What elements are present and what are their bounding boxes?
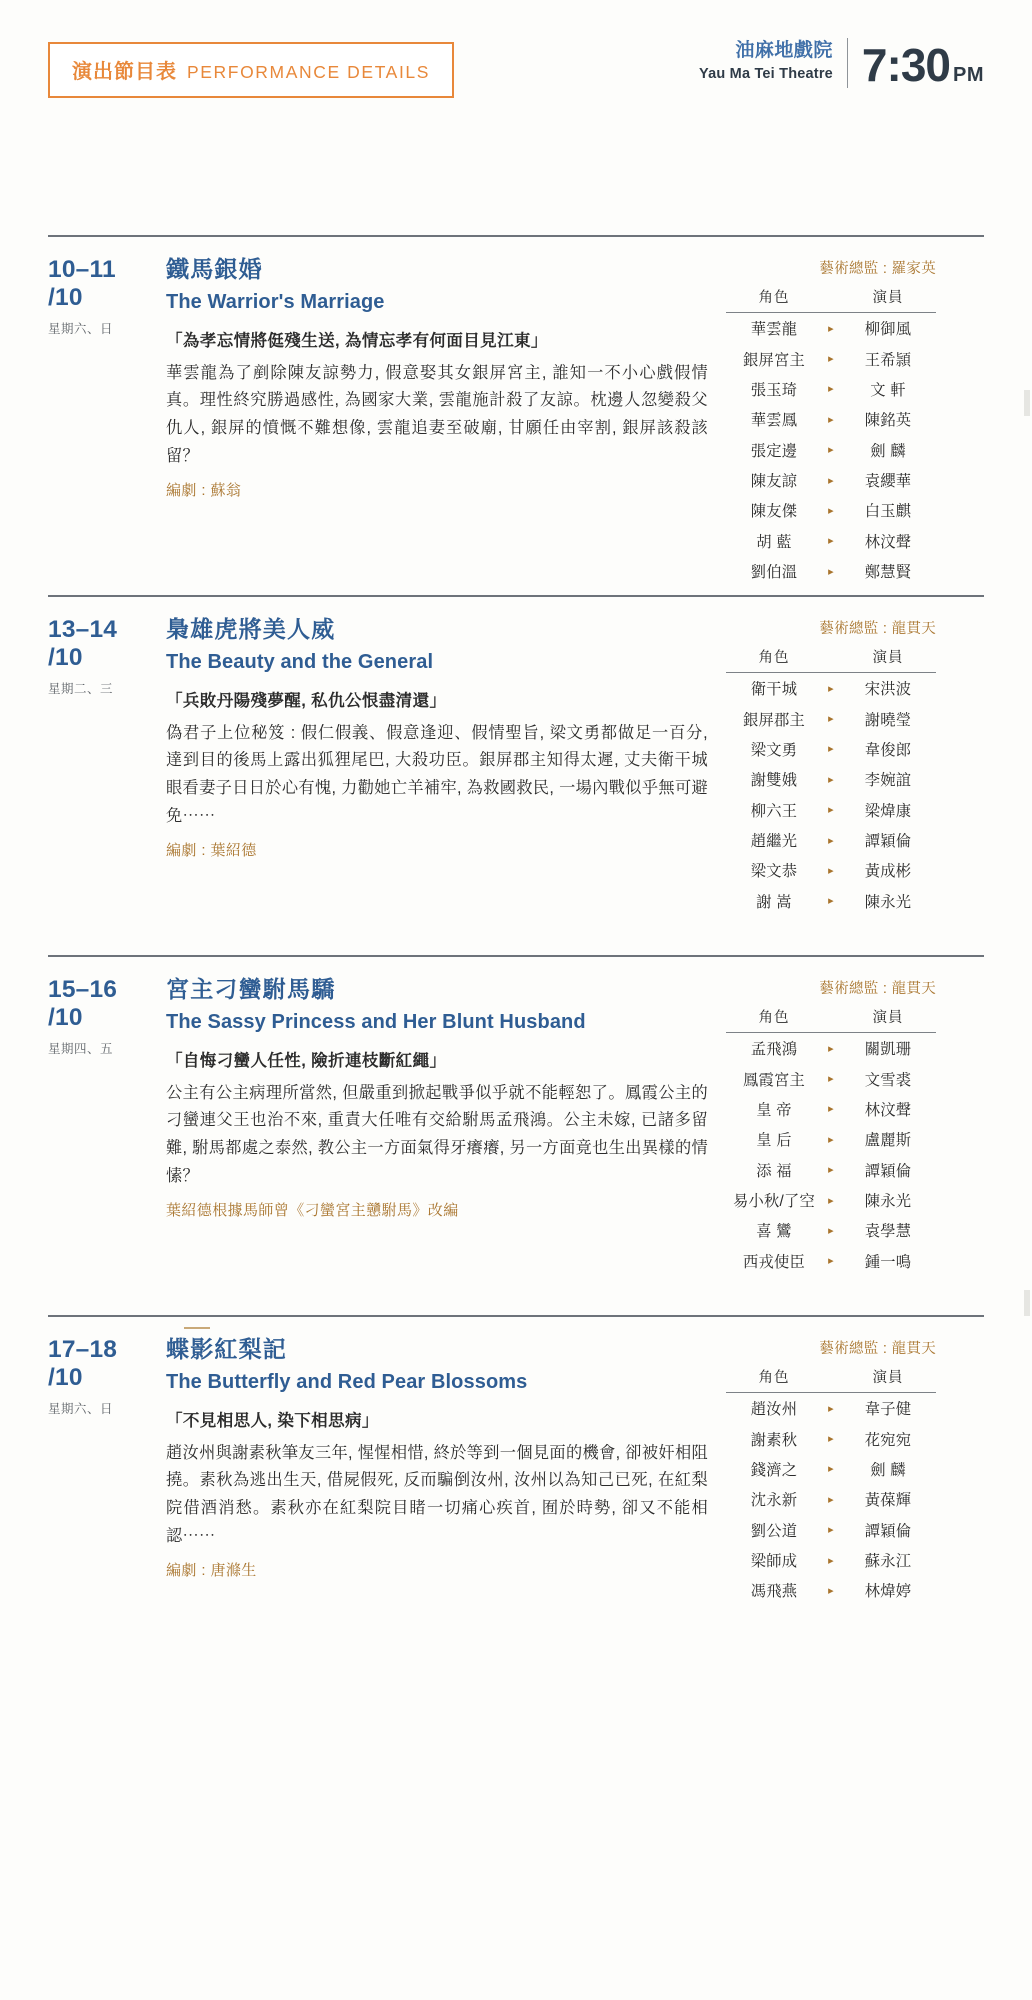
cast-bullet-icon: ▸	[828, 1073, 834, 1086]
table-row	[726, 1423, 936, 1453]
art-director: 藝術總監 : 龍貫天	[819, 1341, 936, 1357]
cast-bullet-icon: ▸	[828, 504, 834, 517]
showtime-meridiem: PM	[953, 63, 984, 86]
show-adaptation-note: 葉紹德根據馬師曾《刁蠻宮主戇駙馬》改編	[166, 1201, 459, 1219]
table-row	[726, 703, 936, 733]
cast-actor: 譚穎倫	[864, 1162, 912, 1180]
cast-bullet-icon: ▸	[828, 413, 834, 426]
show-writer: 編劇 : 葉紹德	[166, 841, 257, 859]
cast-role: 劉公道	[750, 1522, 798, 1540]
cast-role: 胡 藍	[756, 533, 792, 551]
venue-and-time	[699, 38, 984, 91]
show-title-zh: 宮主刁蠻駙馬驕	[166, 976, 336, 1002]
cast-role: 馮飛燕	[750, 1583, 798, 1601]
show-date-month: /10	[48, 283, 83, 311]
cast-role: 添 福	[756, 1162, 792, 1180]
table-row	[726, 1246, 936, 1276]
show-tagline: 「為孝忘情將侹殘生送, 為情忘孝有何面目見江東」	[166, 331, 548, 350]
cast-bullet-icon: ▸	[828, 1584, 834, 1597]
show-writer: 編劇 : 唐滌生	[166, 1561, 257, 1579]
table-row	[726, 1484, 936, 1514]
table-row	[726, 435, 936, 465]
show-date-days: 13–14	[48, 616, 118, 643]
cast-table-header-row	[726, 1006, 936, 1033]
showtime-value: 7:30	[861, 38, 950, 91]
cast-bullet-icon: ▸	[828, 804, 834, 817]
cast-bullet-icon: ▸	[828, 444, 834, 457]
cast-header-role: 角色	[726, 1006, 822, 1033]
cast-table-header-row	[726, 286, 936, 313]
table-row	[726, 526, 936, 556]
cast-role: 錢濟之	[750, 1461, 798, 1479]
show-date-month: /10	[48, 1003, 83, 1031]
table-row	[726, 673, 936, 704]
cast-actor: 韋子健	[864, 1401, 912, 1419]
table-row	[726, 1185, 936, 1215]
table-row	[726, 465, 936, 495]
scan-edge-mark	[1024, 390, 1030, 416]
show-entry	[48, 955, 984, 1315]
cast-actor: 蘇永江	[864, 1553, 912, 1571]
cast-header-separator	[822, 1006, 840, 1033]
table-row	[726, 886, 936, 916]
show-title-zh: 梟雄虎將美人威	[166, 616, 336, 642]
cast-actor: 李婉誼	[864, 772, 912, 790]
cast-bullet-icon: ▸	[828, 713, 834, 726]
cast-bullet-icon: ▸	[828, 383, 834, 396]
show-date	[48, 615, 166, 955]
table-row	[726, 1124, 936, 1154]
cast-role: 華雲龍	[750, 321, 798, 339]
show-cast	[726, 255, 936, 595]
cast-role: 張定邊	[750, 442, 798, 460]
cast-role: 梁師成	[750, 1553, 798, 1571]
cast-role: 劉伯溫	[750, 564, 798, 582]
show-date-weekday: 星期二、三	[48, 682, 114, 697]
cast-bullet-icon: ▸	[828, 1524, 834, 1537]
table-row	[726, 404, 936, 434]
section-title-en: PERFORMANCE DETAILS	[187, 62, 431, 82]
table-row	[726, 1575, 936, 1605]
cast-role: 皇 后	[756, 1132, 792, 1150]
show-date-month: /10	[48, 1363, 83, 1391]
cast-bullet-icon: ▸	[828, 895, 834, 908]
cast-role: 柳六王	[750, 802, 798, 820]
cast-table-header-row	[726, 1366, 936, 1393]
show-cast	[726, 1335, 936, 1675]
cast-bullet-icon: ▸	[828, 322, 834, 335]
show-date-weekday: 星期六、日	[48, 322, 114, 337]
cast-actor: 盧麗斯	[864, 1132, 912, 1150]
cast-role: 梁文勇	[750, 741, 798, 759]
table-row	[726, 313, 936, 344]
show-info	[166, 615, 726, 955]
cast-header-separator	[822, 646, 840, 673]
show-title-zh: 蝶影紅梨記	[166, 1336, 287, 1362]
cast-header-role: 角色	[726, 1366, 822, 1393]
cast-role: 西戎使臣	[743, 1253, 805, 1271]
table-row	[726, 1155, 936, 1185]
cast-header-actor: 演員	[840, 286, 936, 313]
table-row	[726, 374, 936, 404]
art-director: 藝術總監 : 羅家英	[819, 261, 936, 277]
cast-role: 沈永新	[750, 1492, 798, 1510]
cast-actor: 林汶聲	[864, 533, 912, 551]
cast-header-actor: 演員	[840, 1006, 936, 1033]
section-title	[48, 42, 454, 98]
cast-bullet-icon: ▸	[828, 1433, 834, 1446]
show-title-zh: 鐵馬銀婚	[166, 256, 263, 282]
section-title-zh: 演出節目表	[72, 61, 177, 83]
cast-actor: 黃葆輝	[864, 1492, 912, 1510]
cast-actor: 謝曉瑩	[864, 711, 912, 729]
table-row	[726, 1094, 936, 1124]
show-entry	[48, 1315, 984, 1675]
show-info	[166, 975, 726, 1315]
show-entry	[48, 235, 984, 595]
show-synopsis: 華雲龍為了剷除陳友諒勢力, 假意娶其女銀屏宮主, 誰知一不小心戲假情真。理性終究勝過感性, 為國家大業, 雲龍施計殺了友諒。枕邊人忽變殺父仇人, 銀屏的憤慨不難想像, 雲龍追妻至破廟, 甘願任由宰割, 銀屏該殺該留？	[166, 363, 708, 466]
show-title-en: The Warrior's Marriage	[166, 290, 385, 313]
cast-actor: 花宛宛	[864, 1431, 912, 1449]
cast-bullet-icon: ▸	[828, 1255, 834, 1268]
table-row	[726, 795, 936, 825]
cast-bullet-icon: ▸	[828, 743, 834, 756]
cast-role: 易小秋/了空	[733, 1193, 815, 1211]
venue-name-zh: 油麻地戲院	[735, 40, 833, 61]
art-director: 藝術總監 : 龍貫天	[819, 621, 936, 637]
cast-bullet-icon: ▸	[828, 1493, 834, 1506]
table-row	[726, 343, 936, 373]
table-row	[726, 1545, 936, 1575]
cast-bullet-icon: ▸	[828, 834, 834, 847]
cast-role: 皇 帝	[756, 1101, 792, 1119]
art-director: 藝術總監 : 龍貫天	[819, 981, 936, 997]
cast-bullet-icon: ▸	[828, 682, 834, 695]
cast-table	[726, 1366, 936, 1606]
cast-header-actor: 演員	[840, 1366, 936, 1393]
cast-role: 銀屏郡主	[743, 711, 805, 729]
cast-role: 趙汝州	[750, 1401, 798, 1419]
cast-bullet-icon: ▸	[828, 1194, 834, 1207]
cast-role: 喜 鸞	[756, 1223, 792, 1241]
title-decoration-mark	[184, 1327, 210, 1329]
cast-role: 張玉琦	[750, 381, 798, 399]
cast-actor: 宋洪波	[864, 681, 912, 699]
cast-bullet-icon: ▸	[828, 353, 834, 366]
cast-header-actor: 演員	[840, 646, 936, 673]
show-date-weekday: 星期四、五	[48, 1042, 114, 1057]
show-writer: 編劇 : 蘇翁	[166, 481, 242, 499]
cast-bullet-icon: ▸	[828, 773, 834, 786]
cast-bullet-icon: ▸	[828, 1042, 834, 1055]
cast-role: 梁文恭	[750, 863, 798, 881]
cast-actor: 鄭慧賢	[864, 564, 912, 582]
cast-role: 銀屏宮主	[743, 351, 805, 369]
show-info	[166, 255, 726, 595]
show-date-weekday: 星期六、日	[48, 1402, 114, 1417]
cast-bullet-icon: ▸	[828, 474, 834, 487]
table-row	[726, 1063, 936, 1093]
table-row	[726, 1454, 936, 1484]
cast-header-role: 角色	[726, 646, 822, 673]
cast-table-header-row	[726, 646, 936, 673]
cast-role: 衛干城	[750, 681, 798, 699]
table-row	[726, 764, 936, 794]
cast-role: 謝素秋	[750, 1431, 798, 1449]
cast-actor: 陳銘英	[864, 412, 912, 430]
table-row	[726, 1033, 936, 1064]
cast-bullet-icon: ▸	[828, 565, 834, 578]
cast-actor: 白玉麒	[864, 503, 912, 521]
cast-actor: 譚穎倫	[864, 1522, 912, 1540]
scan-edge-mark	[1024, 1290, 1030, 1316]
cast-bullet-icon: ▸	[828, 1103, 834, 1116]
table-row	[726, 1515, 936, 1545]
show-title-en: The Butterfly and Red Pear Blossoms	[166, 1370, 528, 1393]
cast-table	[726, 286, 936, 586]
cast-actor: 王希頴	[864, 351, 912, 369]
cast-actor: 文雪裘	[864, 1071, 912, 1089]
show-cast	[726, 615, 936, 955]
show-tagline: 「自悔刁蠻人任性, 險折連枝斷紅繩」	[166, 1051, 447, 1070]
venue-names	[699, 38, 848, 88]
show-date-month: /10	[48, 643, 83, 671]
show-date-days: 10–11	[48, 256, 116, 283]
cast-actor: 袁纓華	[864, 473, 912, 491]
cast-bullet-icon: ▸	[828, 1463, 834, 1476]
show-synopsis: 趙汝州與謝素秋筆友三年, 惺惺相惜, 終於等到一個見面的機會, 卻被奸相阻撓。素秋為逃出生天, 借屍假死, 反而騙倒汝州, 汝州以為知己已死, 在紅梨院借酒消愁。素秋亦在紅梨院目睹一切痛心疾首, 囿於時勢, 卻又不能相認⋯⋯	[166, 1443, 708, 1546]
show-date-days: 17–18	[48, 1336, 118, 1363]
cast-actor: 關凱珊	[864, 1041, 912, 1059]
cast-header-role: 角色	[726, 286, 822, 313]
cast-role: 謝 嵩	[756, 893, 792, 911]
table-row	[726, 1393, 936, 1424]
cast-role: 陳友諒	[750, 473, 798, 491]
cast-role: 華雲鳳	[750, 412, 798, 430]
venue-name-en: Yau Ma Tei Theatre	[699, 65, 833, 82]
cast-table	[726, 646, 936, 916]
show-date-days: 15–16	[48, 976, 118, 1003]
show-date	[48, 975, 166, 1315]
cast-role: 孟飛鴻	[750, 1041, 798, 1059]
show-tagline: 「不見相思人, 染下相思病」	[166, 1411, 379, 1430]
cast-actor: 譚穎倫	[864, 833, 912, 851]
show-synopsis: 公主有公主病理所當然, 但嚴重到掀起戰爭似乎就不能輕恕了。鳳霞公主的刁蠻連父王也治不來, 重責大任唯有交給駙馬孟飛鴻。公主未嫁, 已諸多留難, 駙馬都處之泰然, 教公主一方面氣得牙癢癢, 另一方面竟也生出異樣的情愫？	[166, 1083, 708, 1186]
cast-bullet-icon: ▸	[828, 1402, 834, 1415]
show-synopsis: 偽君子上位秘笈 : 假仁假義、假意逢迎、假情聖旨, 梁文勇都做足一百分, 達到目的後馬上露出狐狸尾巴, 大殺功臣。銀屏郡主知得太遲, 丈夫衛干城眼看妻子日日於心有愧, 力勸她亡羊補牢, 為救國救民, 一場內戰似乎無可避免⋯⋯	[166, 723, 708, 826]
cast-actor: 鍾一鳴	[864, 1253, 912, 1271]
table-row	[726, 556, 936, 586]
table-row	[726, 734, 936, 764]
cast-actor: 劍 麟	[870, 442, 906, 460]
cast-actor: 陳永光	[864, 893, 912, 911]
cast-actor: 黃成彬	[864, 863, 912, 881]
cast-header-separator	[822, 1366, 840, 1393]
cast-role: 謝雙娥	[750, 772, 798, 790]
cast-actor: 柳御風	[864, 321, 912, 339]
table-row	[726, 1215, 936, 1245]
show-list	[0, 235, 1032, 1675]
cast-actor: 林煒婷	[864, 1583, 912, 1601]
cast-table	[726, 1006, 936, 1276]
show-title-en: The Beauty and the General	[166, 650, 434, 673]
show-entry	[48, 595, 984, 955]
page-header	[0, 0, 1032, 135]
cast-header-separator	[822, 286, 840, 313]
show-date	[48, 255, 166, 595]
cast-bullet-icon: ▸	[828, 1133, 834, 1146]
cast-role: 陳友傑	[750, 503, 798, 521]
show-tagline: 「兵敗丹陽殘夢醒, 私仇公恨盡清還」	[166, 691, 447, 710]
cast-role: 趙繼光	[750, 833, 798, 851]
cast-bullet-icon: ▸	[828, 1554, 834, 1567]
cast-actor: 袁學慧	[864, 1223, 912, 1241]
cast-actor: 韋俊郎	[864, 741, 912, 759]
cast-actor: 林汶聲	[864, 1101, 912, 1119]
table-row	[726, 855, 936, 885]
show-date	[48, 1335, 166, 1675]
showtime	[861, 38, 984, 91]
cast-bullet-icon: ▸	[828, 535, 834, 548]
table-row	[726, 495, 936, 525]
cast-actor: 陳永光	[864, 1193, 912, 1211]
cast-actor: 劍 麟	[870, 1461, 906, 1479]
cast-bullet-icon: ▸	[828, 864, 834, 877]
cast-actor: 文 軒	[870, 381, 906, 399]
show-title-en: The Sassy Princess and Her Blunt Husband	[166, 1010, 586, 1033]
show-info	[166, 1335, 726, 1675]
cast-actor: 梁煒康	[864, 802, 912, 820]
cast-bullet-icon: ▸	[828, 1164, 834, 1177]
show-cast	[726, 975, 936, 1315]
table-row	[726, 825, 936, 855]
cast-bullet-icon: ▸	[828, 1224, 834, 1237]
cast-role: 鳳霞宮主	[743, 1071, 805, 1089]
